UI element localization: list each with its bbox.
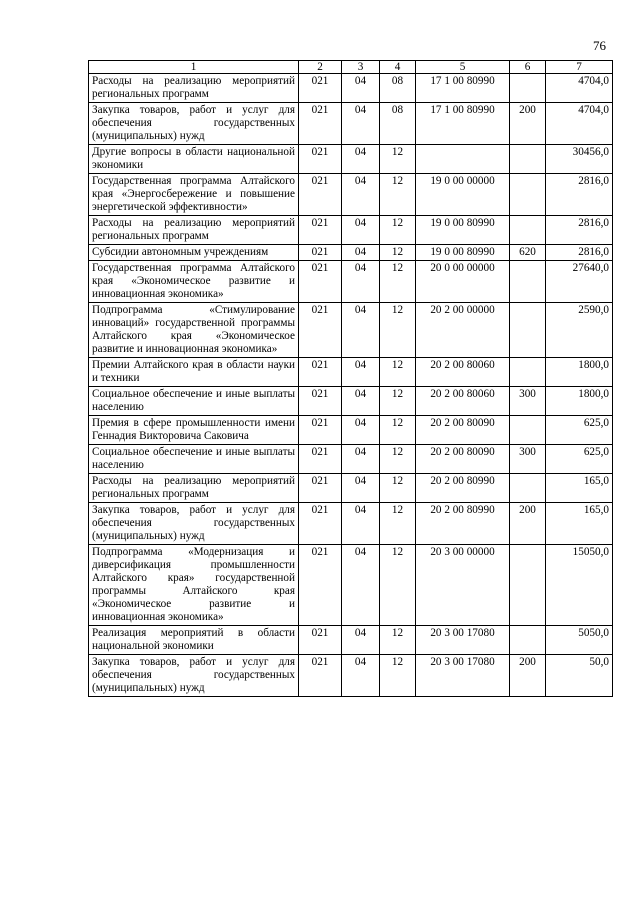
- budget-table: [88, 60, 613, 697]
- target-code-cell: 20 2 00 80090: [416, 445, 510, 474]
- section-code-cell: 04: [342, 303, 380, 358]
- amount-cell: 1800,0: [546, 387, 613, 416]
- subsection-code-cell: 08: [380, 103, 416, 145]
- section-code-cell: 04: [342, 358, 380, 387]
- expense-type-cell: 620: [510, 245, 546, 261]
- row-name-cell: Расходы на реализацию мероприятий региональных программ: [89, 216, 299, 245]
- table-row: [89, 303, 613, 358]
- amount-cell: 2816,0: [546, 245, 613, 261]
- row-name-cell: Премия в сфере промышленности имени Геннадия Викторовича Саковича: [89, 416, 299, 445]
- table-body: [89, 74, 613, 697]
- expense-type-cell: [510, 145, 546, 174]
- amount-cell: 1800,0: [546, 358, 613, 387]
- row-name-cell: Расходы на реализацию мероприятий региональных программ: [89, 474, 299, 503]
- subsection-code-cell: 08: [380, 74, 416, 103]
- row-name-cell: Государственная программа Алтайского края «Экономическое развитие и инновационная экономика»: [89, 261, 299, 303]
- expense-type-cell: [510, 474, 546, 503]
- table-row: [89, 74, 613, 103]
- section-code-cell: 04: [342, 74, 380, 103]
- admin-code-cell: 021: [299, 358, 342, 387]
- column-header: 1: [89, 61, 299, 74]
- table-row: [89, 545, 613, 626]
- section-code-cell: 04: [342, 416, 380, 445]
- subsection-code-cell: 12: [380, 358, 416, 387]
- amount-cell: 27640,0: [546, 261, 613, 303]
- subsection-code-cell: 12: [380, 503, 416, 545]
- target-code-cell: 20 3 00 17080: [416, 655, 510, 697]
- amount-cell: 30456,0: [546, 145, 613, 174]
- column-header: 3: [342, 61, 380, 74]
- row-name-cell: Социальное обеспечение и иные выплаты населению: [89, 387, 299, 416]
- admin-code-cell: 021: [299, 503, 342, 545]
- target-code-cell: 19 0 00 80990: [416, 245, 510, 261]
- admin-code-cell: 021: [299, 103, 342, 145]
- amount-cell: 625,0: [546, 445, 613, 474]
- admin-code-cell: 021: [299, 74, 342, 103]
- table-row: [89, 387, 613, 416]
- admin-code-cell: 021: [299, 261, 342, 303]
- section-code-cell: 04: [342, 503, 380, 545]
- amount-cell: 625,0: [546, 416, 613, 445]
- admin-code-cell: 021: [299, 445, 342, 474]
- table-row: [89, 103, 613, 145]
- target-code-cell: 20 3 00 00000: [416, 545, 510, 626]
- table-row: [89, 626, 613, 655]
- expense-type-cell: [510, 74, 546, 103]
- amount-cell: 4704,0: [546, 74, 613, 103]
- section-code-cell: 04: [342, 626, 380, 655]
- expense-type-cell: 200: [510, 503, 546, 545]
- target-code-cell: 20 2 00 00000: [416, 303, 510, 358]
- subsection-code-cell: 12: [380, 303, 416, 358]
- section-code-cell: 04: [342, 145, 380, 174]
- expense-type-cell: 300: [510, 387, 546, 416]
- amount-cell: 2816,0: [546, 174, 613, 216]
- target-code-cell: [416, 145, 510, 174]
- row-name-cell: Расходы на реализацию мероприятий региональных программ: [89, 74, 299, 103]
- table-row: [89, 655, 613, 697]
- expense-type-cell: [510, 174, 546, 216]
- section-code-cell: 04: [342, 245, 380, 261]
- expense-type-cell: 200: [510, 103, 546, 145]
- admin-code-cell: 021: [299, 387, 342, 416]
- target-code-cell: 19 0 00 00000: [416, 174, 510, 216]
- admin-code-cell: 021: [299, 416, 342, 445]
- expense-type-cell: [510, 416, 546, 445]
- column-header: 5: [416, 61, 510, 74]
- target-code-cell: 20 2 00 80990: [416, 474, 510, 503]
- row-name-cell: Премии Алтайского края в области науки и техники: [89, 358, 299, 387]
- section-code-cell: 04: [342, 174, 380, 216]
- target-code-cell: 17 1 00 80990: [416, 103, 510, 145]
- table-row: [89, 261, 613, 303]
- table-row: [89, 445, 613, 474]
- amount-cell: 2816,0: [546, 216, 613, 245]
- admin-code-cell: 021: [299, 626, 342, 655]
- amount-cell: 2590,0: [546, 303, 613, 358]
- row-name-cell: Субсидии автономным учреждениям: [89, 245, 299, 261]
- admin-code-cell: 021: [299, 655, 342, 697]
- column-header: 4: [380, 61, 416, 74]
- target-code-cell: 20 2 00 80990: [416, 503, 510, 545]
- row-name-cell: Подпрограмма «Стимулирование инноваций» государственной программы Алтайского края «Экономическое развитие и инновационная экономика»: [89, 303, 299, 358]
- subsection-code-cell: 12: [380, 545, 416, 626]
- target-code-cell: 20 3 00 17080: [416, 626, 510, 655]
- admin-code-cell: 021: [299, 474, 342, 503]
- row-name-cell: Реализация мероприятий в области национальной экономики: [89, 626, 299, 655]
- row-name-cell: Подпрограмма «Модернизация и диверсификация промышленности Алтайского края» государственной программы Алтайского края «Экономическое развитие и инновационная экономика»: [89, 545, 299, 626]
- row-name-cell: Государственная программа Алтайского края «Энергосбережение и повышение энергетической эффективности»: [89, 174, 299, 216]
- expense-type-cell: [510, 358, 546, 387]
- subsection-code-cell: 12: [380, 387, 416, 416]
- admin-code-cell: 021: [299, 145, 342, 174]
- table-row: [89, 503, 613, 545]
- section-code-cell: 04: [342, 474, 380, 503]
- row-name-cell: Другие вопросы в области национальной экономики: [89, 145, 299, 174]
- amount-cell: 4704,0: [546, 103, 613, 145]
- admin-code-cell: 021: [299, 303, 342, 358]
- expense-type-cell: [510, 545, 546, 626]
- table-row: [89, 216, 613, 245]
- page-number: 76: [593, 38, 606, 53]
- amount-cell: 15050,0: [546, 545, 613, 626]
- table-row: [89, 174, 613, 216]
- section-code-cell: 04: [342, 261, 380, 303]
- expense-type-cell: 300: [510, 445, 546, 474]
- expense-type-cell: [510, 626, 546, 655]
- subsection-code-cell: 12: [380, 416, 416, 445]
- subsection-code-cell: 12: [380, 245, 416, 261]
- row-name-cell: Социальное обеспечение и иные выплаты населению: [89, 445, 299, 474]
- target-code-cell: 19 0 00 80990: [416, 216, 510, 245]
- amount-cell: 165,0: [546, 474, 613, 503]
- target-code-cell: 20 2 00 80090: [416, 416, 510, 445]
- row-name-cell: Закупка товаров, работ и услуг для обеспечения государственных (муниципальных) нужд: [89, 103, 299, 145]
- target-code-cell: 20 0 00 00000: [416, 261, 510, 303]
- subsection-code-cell: 12: [380, 655, 416, 697]
- admin-code-cell: 021: [299, 245, 342, 261]
- table-row: [89, 358, 613, 387]
- subsection-code-cell: 12: [380, 474, 416, 503]
- subsection-code-cell: 12: [380, 216, 416, 245]
- expense-type-cell: [510, 303, 546, 358]
- expense-type-cell: [510, 216, 546, 245]
- subsection-code-cell: 12: [380, 261, 416, 303]
- admin-code-cell: 021: [299, 216, 342, 245]
- expense-type-cell: [510, 261, 546, 303]
- amount-cell: 5050,0: [546, 626, 613, 655]
- target-code-cell: 17 1 00 80990: [416, 74, 510, 103]
- section-code-cell: 04: [342, 545, 380, 626]
- table-row: [89, 474, 613, 503]
- admin-code-cell: 021: [299, 545, 342, 626]
- section-code-cell: 04: [342, 103, 380, 145]
- amount-cell: 165,0: [546, 503, 613, 545]
- table-header-row: [89, 61, 613, 74]
- admin-code-cell: 021: [299, 174, 342, 216]
- section-code-cell: 04: [342, 387, 380, 416]
- row-name-cell: Закупка товаров, работ и услуг для обеспечения государственных (муниципальных) нужд: [89, 503, 299, 545]
- row-name-cell: Закупка товаров, работ и услуг для обеспечения государственных (муниципальных) нужд: [89, 655, 299, 697]
- subsection-code-cell: 12: [380, 174, 416, 216]
- subsection-code-cell: 12: [380, 445, 416, 474]
- table-row: [89, 416, 613, 445]
- table-row: [89, 245, 613, 261]
- target-code-cell: 20 2 00 80060: [416, 358, 510, 387]
- table-row: [89, 145, 613, 174]
- column-header: 2: [299, 61, 342, 74]
- section-code-cell: 04: [342, 216, 380, 245]
- column-header: 6: [510, 61, 546, 74]
- section-code-cell: 04: [342, 445, 380, 474]
- column-header: 7: [546, 61, 613, 74]
- amount-cell: 50,0: [546, 655, 613, 697]
- expense-type-cell: 200: [510, 655, 546, 697]
- subsection-code-cell: 12: [380, 145, 416, 174]
- section-code-cell: 04: [342, 655, 380, 697]
- target-code-cell: 20 2 00 80060: [416, 387, 510, 416]
- subsection-code-cell: 12: [380, 626, 416, 655]
